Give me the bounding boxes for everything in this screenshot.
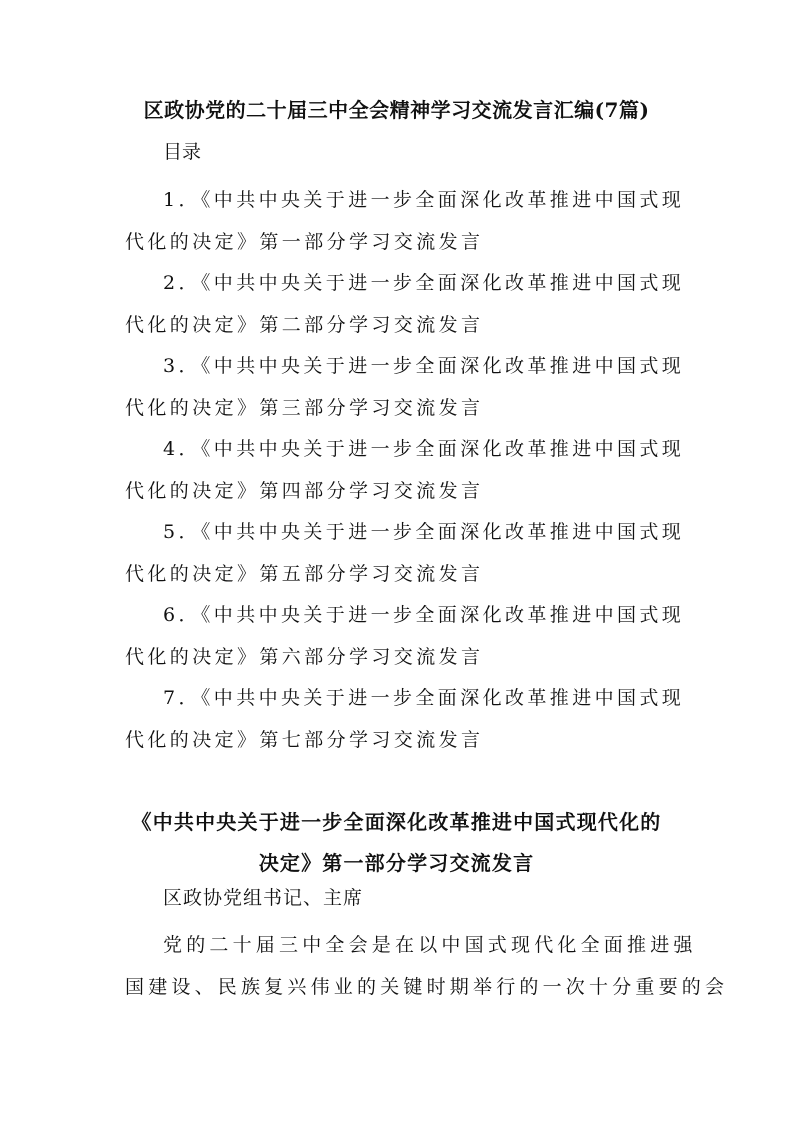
table-of-contents bbox=[125, 180, 685, 761]
toc-item-line: 7．《中共中央关于进一步全面深化改革推进中国式现 bbox=[163, 687, 685, 709]
toc-item-line: 6．《中共中央关于进一步全面深化改革推进中国式现 bbox=[163, 604, 685, 626]
toc-heading: 目录 bbox=[163, 141, 202, 163]
toc-item-2 bbox=[125, 263, 685, 346]
toc-item-line: 代化的决定》第二部分学习交流发言 bbox=[125, 313, 484, 336]
toc-item-7 bbox=[125, 678, 685, 761]
toc-item-4 bbox=[125, 429, 685, 512]
toc-item-line: 代化的决定》第一部分学习交流发言 bbox=[125, 230, 484, 253]
section-title-line: 《中共中央关于进一步全面深化改革推进中国式现代化的 bbox=[131, 810, 662, 834]
toc-item-line: 3．《中共中央关于进一步全面深化改革推进中国式现 bbox=[163, 355, 685, 377]
section-title-line: 决定》第一部分学习交流发言 bbox=[258, 851, 535, 875]
body-paragraph bbox=[125, 925, 729, 1008]
body-line: 国建设、民族复兴伟业的关键时期举行的一次十分重要的会 bbox=[125, 975, 729, 998]
author-line: 区政协党组书记、主席 bbox=[163, 887, 364, 909]
toc-item-line: 4．《中共中央关于进一步全面深化改革推进中国式现 bbox=[163, 438, 685, 460]
toc-item-3 bbox=[125, 346, 685, 429]
toc-item-line: 1．《中共中央关于进一步全面深化改革推进中国式现 bbox=[163, 189, 685, 211]
toc-item-line: 代化的决定》第七部分学习交流发言 bbox=[125, 728, 484, 751]
document-title: 区政协党的二十届三中全会精神学习交流发言汇编(7篇) bbox=[143, 98, 650, 122]
toc-item-line: 代化的决定》第六部分学习交流发言 bbox=[125, 645, 484, 668]
toc-item-line: 代化的决定》第五部分学习交流发言 bbox=[125, 562, 484, 585]
section-title bbox=[120, 802, 673, 884]
toc-item-5 bbox=[125, 512, 685, 595]
toc-item-6 bbox=[125, 595, 685, 678]
toc-item-line: 代化的决定》第四部分学习交流发言 bbox=[125, 479, 484, 502]
toc-item-line: 2．《中共中央关于进一步全面深化改革推进中国式现 bbox=[163, 272, 685, 294]
body-line: 党的二十届三中全会是在以中国式现代化全面推进强 bbox=[163, 934, 697, 956]
toc-item-line: 5．《中共中央关于进一步全面深化改革推进中国式现 bbox=[163, 521, 685, 543]
toc-item-line: 代化的决定》第三部分学习交流发言 bbox=[125, 396, 484, 419]
toc-item-1 bbox=[125, 180, 685, 263]
